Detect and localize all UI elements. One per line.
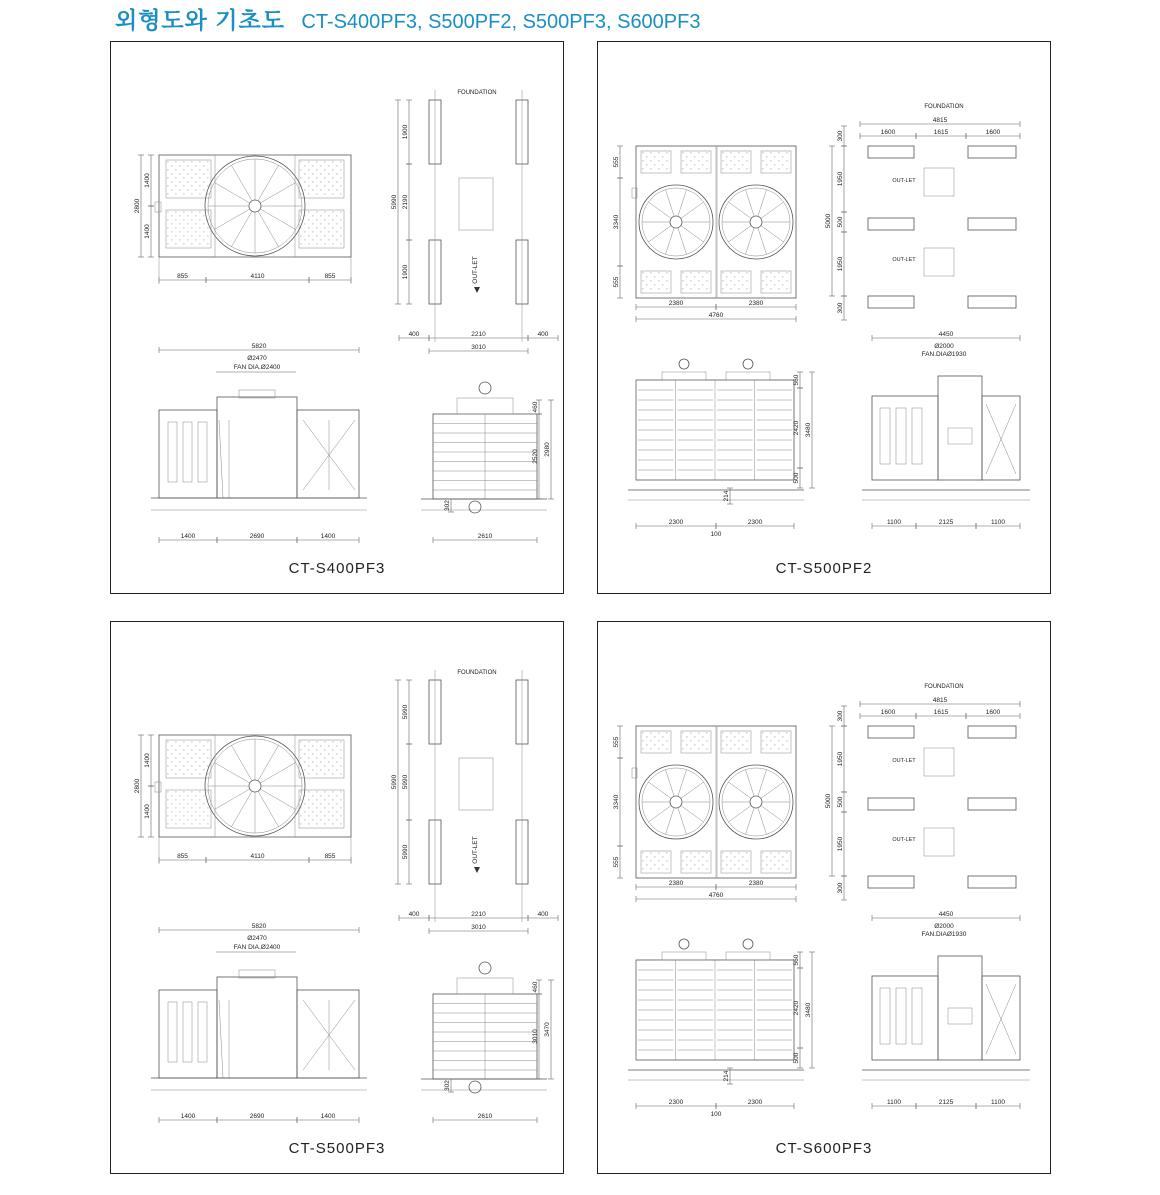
dimension-label: 1950 <box>837 171 844 187</box>
dimension-label: 3010 <box>471 344 486 351</box>
dimension-label: 500 <box>793 1052 800 1064</box>
fan-diameter-label: Ø2470 <box>247 355 267 362</box>
dimension-label: 500 <box>837 796 844 808</box>
dimension-label: 1400 <box>144 753 151 768</box>
dimension-label: 2420 <box>793 1000 800 1016</box>
dimension-label: 2380 <box>668 300 684 307</box>
dimension-label: 1600 <box>880 709 896 716</box>
dimension-label: 5990 <box>402 704 409 720</box>
dimension-label: 300 <box>837 882 844 894</box>
dimension-label: 855 <box>177 273 188 280</box>
foundation-label: FOUNDATION <box>457 90 497 96</box>
dimension-label: 4815 <box>932 117 948 124</box>
plan-top-view <box>134 155 351 284</box>
dimension-label: 5000 <box>825 213 832 229</box>
dimension-label: 2800 <box>134 198 141 214</box>
page-title-models: CT-S400PF3, S500PF2, S500PF3, S600PF3 <box>301 11 701 33</box>
fan-diameter-label: FAN DIA.Ø2400 <box>233 364 281 371</box>
end-elevation <box>862 911 1030 1109</box>
dimension-label: 2300 <box>668 1099 684 1106</box>
dimension-label: 1100 <box>991 519 1005 526</box>
fan-diameter-label: FAN.DIAØ1930 <box>921 931 967 938</box>
dimension-label: 2610 <box>477 1113 493 1120</box>
plan-top-view <box>613 146 796 322</box>
page-title <box>115 2 701 35</box>
model-label: CT-S500PF2 <box>775 560 873 577</box>
motor <box>479 962 491 974</box>
dimension-label: 2210 <box>471 911 486 918</box>
dimension-label: 4110 <box>250 273 265 280</box>
end-elevation <box>421 962 554 1123</box>
side-elevation <box>628 939 815 1118</box>
dimension-label: 2420 <box>793 420 800 436</box>
dimension-label: 1600 <box>985 129 1001 136</box>
dimension-label: 555 <box>613 736 620 748</box>
dimension-label: 5000 <box>825 793 832 809</box>
dimension-label: 1615 <box>933 129 949 136</box>
dimension-label: 5990 <box>391 194 398 210</box>
dimension-label: 1400 <box>144 804 151 819</box>
dimension-label: 300 <box>837 710 844 722</box>
plan-top-view <box>134 735 351 864</box>
dimension-label: 302 <box>444 500 451 511</box>
motor <box>743 939 753 949</box>
dimension-label: 4760 <box>708 312 724 319</box>
dimension-label: 2190 <box>402 194 409 210</box>
dimension-label: 1950 <box>837 751 844 767</box>
dimension-label: 460 <box>532 981 539 993</box>
dimension-label: 1100 <box>887 519 901 526</box>
dimension-label: 1400 <box>180 533 196 540</box>
outlet-arrow <box>474 287 480 293</box>
technical-drawing <box>111 622 563 1134</box>
dimension-label: 2690 <box>249 533 265 540</box>
outlet-label: OUT-LET <box>892 257 916 263</box>
model-label: CT-S400PF3 <box>288 560 386 577</box>
dimension-label: 500 <box>793 472 800 484</box>
dimension-label: 3010 <box>471 924 486 931</box>
dimension-label: 1400 <box>144 173 151 188</box>
dimension-label: 300 <box>837 130 844 142</box>
end-elevation <box>862 331 1030 529</box>
dimension-label: 560 <box>793 954 800 966</box>
foundation-label: FOUNDATION <box>924 684 964 690</box>
dimension-label: 2980 <box>544 442 551 457</box>
foundation-plan <box>825 684 1020 900</box>
technical-drawing <box>598 622 1050 1134</box>
dimension-label: 3010 <box>532 1029 539 1044</box>
model-label: CT-S600PF3 <box>775 1140 873 1157</box>
foundation-label: FOUNDATION <box>924 104 964 110</box>
dimension-label: 2380 <box>748 300 764 307</box>
side-elevation <box>151 923 367 1123</box>
fan-diameter-label: FAN.DIAØ1930 <box>921 351 967 358</box>
dimension-label: 214 <box>723 1070 730 1082</box>
dimension-label: 555 <box>613 276 620 288</box>
outlet-pipe <box>469 1081 481 1093</box>
outlet-label: OUT-LET <box>892 758 916 764</box>
dimension-label: 3340 <box>613 214 620 230</box>
dimension-label: 302 <box>444 1080 451 1091</box>
dimension-label: 1400 <box>180 1113 196 1120</box>
model-label: CT-S500PF3 <box>288 1140 386 1157</box>
fan-diameter-label: FAN DIA.Ø2400 <box>233 944 281 951</box>
dimension-label: 4815 <box>932 697 948 704</box>
dimension-label: 1100 <box>887 1099 901 1106</box>
end-elevation <box>421 382 554 543</box>
dimension-label: 4110 <box>250 853 265 860</box>
foundation-plan <box>391 90 558 354</box>
motor <box>679 939 689 949</box>
dimension-label: 1950 <box>837 256 844 272</box>
dimension-label: 2380 <box>668 880 684 887</box>
outlet-label: OUT-LET <box>892 178 916 184</box>
dimension-label: 1900 <box>402 264 409 280</box>
foundation-plan <box>391 670 558 934</box>
dimension-label: 100 <box>710 1111 722 1118</box>
dimension-label: 2800 <box>134 778 141 794</box>
fan-diameter-label: Ø2000 <box>934 923 954 930</box>
dimension-label: 400 <box>537 331 549 338</box>
dimension-label: 5990 <box>402 844 409 860</box>
dimension-label: 5990 <box>402 774 409 790</box>
dimension-label: 855 <box>324 853 336 860</box>
dimension-label: 1400 <box>320 533 336 540</box>
fan-diameter-label: Ø2000 <box>934 343 954 350</box>
dimension-label: 2690 <box>249 1113 265 1120</box>
outlet-pipe <box>469 501 481 513</box>
dimension-label: 855 <box>324 273 336 280</box>
dimension-label: 1615 <box>933 709 949 716</box>
motor <box>743 359 753 369</box>
dimension-label: 2125 <box>938 519 954 526</box>
dimension-label: 400 <box>408 911 420 918</box>
outlet-label: OUT-LET <box>472 836 479 864</box>
dimension-label: 4450 <box>938 911 954 918</box>
drawing-panel-s500pf3 <box>110 621 564 1174</box>
dimension-label: 1600 <box>880 129 896 136</box>
dimension-label: 3480 <box>805 1002 812 1018</box>
motor <box>479 382 491 394</box>
outlet-arrow <box>474 867 480 873</box>
dimension-label: 3340 <box>613 794 620 810</box>
dimension-label: 2300 <box>668 519 684 526</box>
outlet-label: OUT-LET <box>472 256 479 284</box>
dimension-label: 500 <box>837 216 844 228</box>
dimension-label: 214 <box>723 490 730 502</box>
technical-drawing <box>111 42 563 554</box>
dimension-label: 1900 <box>402 124 409 140</box>
dimension-label: 400 <box>408 331 420 338</box>
side-elevation <box>151 343 367 543</box>
dimension-label: 5990 <box>391 774 398 790</box>
dimension-label: 2300 <box>747 519 763 526</box>
dimension-label: 2210 <box>471 331 486 338</box>
dimension-label: 2520 <box>532 449 539 464</box>
dimension-label: 3480 <box>805 422 812 438</box>
dimension-label: 4450 <box>938 331 954 338</box>
motor <box>679 359 689 369</box>
plan-top-view <box>613 726 796 902</box>
dimension-label: 555 <box>613 156 620 168</box>
drawing-panel-s400pf3 <box>110 41 564 594</box>
dimension-label: 5820 <box>251 343 267 350</box>
dimension-label: 1100 <box>991 1099 1005 1106</box>
dimension-label: 2380 <box>748 880 764 887</box>
dimension-label: 1400 <box>320 1113 336 1120</box>
technical-drawing <box>598 42 1050 554</box>
dimension-label: 460 <box>532 401 539 413</box>
foundation-plan <box>825 104 1020 320</box>
dimension-label: 100 <box>710 531 722 538</box>
dimension-label: 1950 <box>837 836 844 852</box>
drawing-panel-s500pf2 <box>597 41 1051 594</box>
dimension-label: 560 <box>793 374 800 386</box>
dimension-label: 1600 <box>985 709 1001 716</box>
dimension-label: 4760 <box>708 892 724 899</box>
dimension-label: 1400 <box>144 224 151 239</box>
drawing-panel-s600pf3 <box>597 621 1051 1174</box>
fan-diameter-label: Ø2470 <box>247 935 267 942</box>
dimension-label: 2125 <box>938 1099 954 1106</box>
page-title-korean: 외형도와 기초도 <box>115 7 285 33</box>
dimension-label: 400 <box>537 911 549 918</box>
side-elevation <box>628 359 815 538</box>
dimension-label: 855 <box>177 853 188 860</box>
dimension-label: 2610 <box>477 533 493 540</box>
foundation-label: FOUNDATION <box>457 670 497 676</box>
dimension-label: 5820 <box>251 923 267 930</box>
dimension-label: 300 <box>837 302 844 314</box>
dimension-label: 3470 <box>544 1022 551 1037</box>
dimension-label: 2300 <box>747 1099 763 1106</box>
outlet-label: OUT-LET <box>892 837 916 843</box>
dimension-label: 555 <box>613 856 620 868</box>
